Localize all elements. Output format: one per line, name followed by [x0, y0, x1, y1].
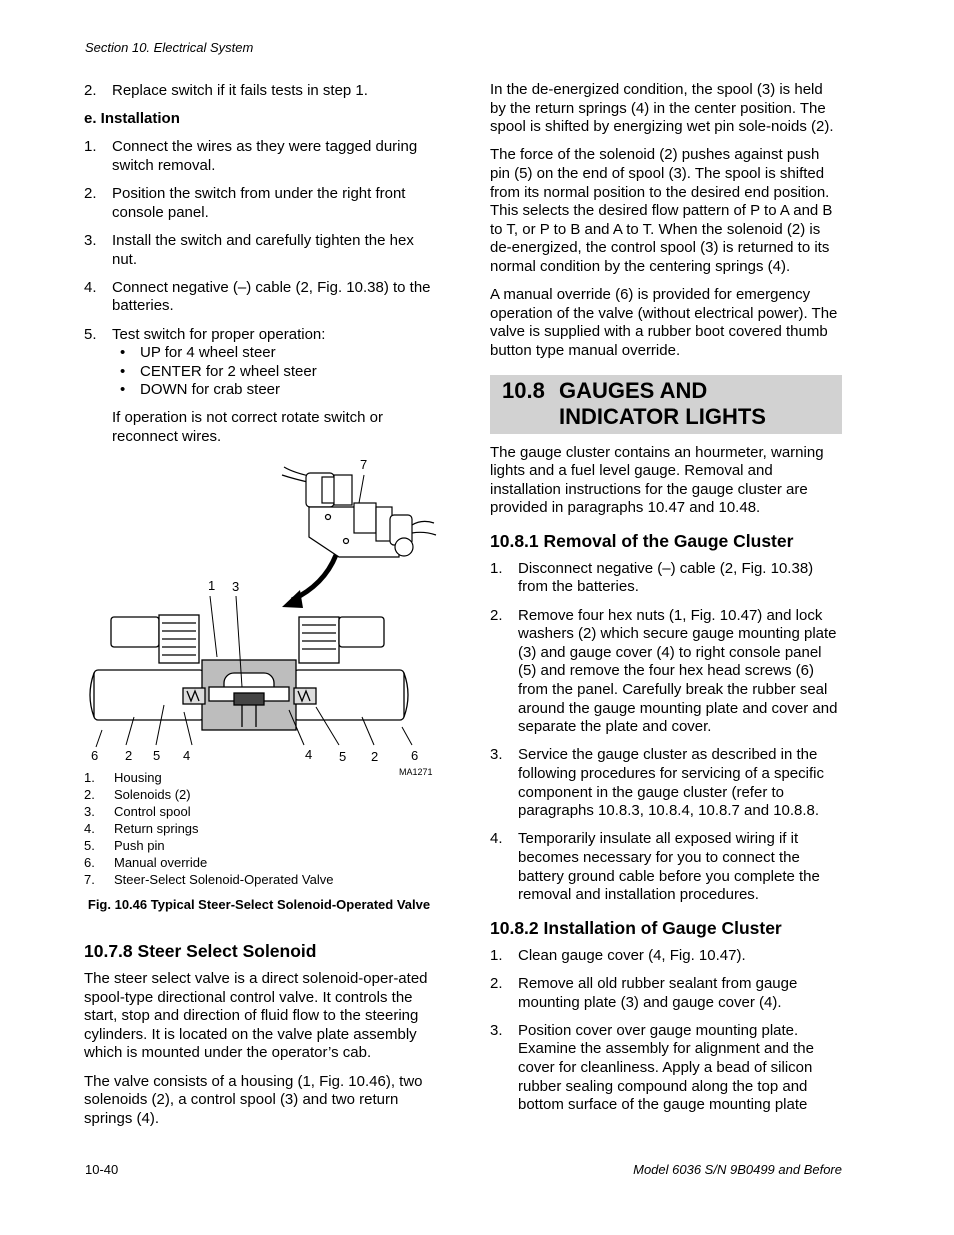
callout-label: 6	[411, 748, 419, 763]
paragraph: The force of the solenoid (2) pushes against push pin (5) on the end of spool (3). The spool is shifted from its normal position to the desired end position. This selects the desired flow pattern of P to A and B to T, or P to B and A to T. When the solenoid (2) is de-energized, the control spool (3) is returned to its normal condition by the centering springs (4).	[490, 146, 833, 275]
legend-item: 7. Steer-Select Solenoid-Operated Valve	[84, 872, 334, 887]
list-item: 2. Position the switch from under the right front console panel.	[84, 185, 406, 221]
valve-cross-section	[90, 615, 408, 730]
running-header: Section 10. Electrical System	[85, 40, 254, 55]
callout-label: 2	[125, 748, 133, 763]
list-item: 2. Remove four hex nuts (1, Fig. 10.47) and lock washers (2) which secure gauge mounting plate (3) and gauge cover (4) to right console panel (5) and remove the four hex head screws (6) from the panel. Carefully break the rubber seal around the gauge mounting plate and cover and separate the plate and cover.	[490, 606, 838, 736]
removal-steps	[490, 560, 842, 905]
list-item: 1. Disconnect negative (–) cable (2, Fig. 10.38) from the batteries.	[490, 559, 814, 596]
list-item: 2. Remove all old rubber sealant from gauge mounting plate (3) and gauge cover (4).	[490, 974, 798, 1011]
paragraph: The valve consists of a housing (1, Fig. 10.46), two solenoids (2), a control spool (3) and two return springs (4).	[84, 1072, 423, 1127]
paragraph: In the de-energized condition, the spool (3) is held by the return springs (4) in the center position. The spool is shifted by energizing wet pin sole-noids (2).	[490, 81, 834, 136]
callout-label: 4	[183, 748, 191, 763]
installation-steps	[84, 138, 434, 400]
bullet-list	[112, 344, 434, 400]
legend-item: 1. Housing	[84, 770, 162, 785]
callout-label: 5	[153, 748, 161, 763]
legend-item: 5. Push pin	[84, 838, 165, 853]
list-item: 1. Clean gauge cover (4, Fig. 10.47).	[490, 946, 746, 964]
section-1078	[84, 936, 434, 1138]
callout-label: 2	[371, 749, 379, 764]
left-column	[84, 82, 434, 456]
section-heading: 10.7.8 Steer Select Solenoid	[84, 941, 317, 961]
list-item: 4. Temporarily insulate all exposed wiring if it becomes necessary for you to connect the battery ground cable before you complete the removal and installation procedures.	[490, 830, 820, 904]
callout-label: 7	[360, 457, 368, 472]
list-item: 3. Service the gauge cluster as described in the following procedures for servicing of a specific component in the gauge cluster (refer to paragraphs 10.8.3, 10.8.4, 10.8.7 and 10.8.8.	[490, 746, 824, 820]
step-list-top	[84, 82, 434, 101]
callout-label: 5	[339, 749, 347, 764]
figure-caption: Fig. 10.46 Typical Steer-Select Solenoid-Operated Valve	[87, 897, 431, 912]
legend-item: 2. Solenoids (2)	[84, 787, 191, 802]
paragraph: A manual override (6) is provided for emergency operation of the valve (without electrical power). The valve is supplied with a rubber boot covered thumb button type manual override.	[490, 286, 838, 359]
bullet-item: • CENTER for 2 wheel steer	[112, 363, 434, 382]
bullet-item: • UP for 4 wheel steer	[112, 344, 434, 363]
legend-item: 3. Control spool	[84, 804, 191, 819]
valve-figure	[84, 455, 439, 785]
paragraph: The gauge cluster contains an hourmeter, warning lights and a fuel level gauge. Removal and installation instructions for the gauge cluster are provided in paragraphs 10.47 and 10.48.	[490, 443, 824, 517]
section-title-banner	[490, 375, 842, 434]
list-item: 3. Install the switch and carefully tighten the hex nut.	[84, 231, 414, 268]
model-footer: Model 6036 S/N 9B0499 and Before	[633, 1162, 842, 1177]
bullet-item: • DOWN for crab steer	[112, 381, 434, 400]
callout-label: 3	[232, 579, 240, 594]
callout-label: 6	[91, 748, 99, 763]
list-item: 2. Replace switch if it fails tests in step 1.	[84, 82, 368, 99]
figure-legend	[84, 769, 333, 888]
right-column	[490, 81, 842, 1124]
callout-label: 4	[305, 747, 313, 762]
note-text: If operation is not correct rotate switch or reconnect wires.	[112, 409, 383, 446]
section-number: 10.8	[502, 377, 545, 403]
list-item: 3. Position cover over gauge mounting plate. Examine the assembly for alignment and the cover for cleanliness. Apply a bead of silicon rubber sealing compound along the top and bottom surface of the gauge mounting plate	[490, 1021, 814, 1114]
legend-item: 4. Return springs	[84, 821, 199, 836]
section-title: GAUGES AND INDICATOR LIGHTS	[559, 377, 766, 429]
figure-code: MA1271	[399, 767, 433, 777]
page-number: 10-40	[85, 1162, 119, 1177]
section-heading: 10.8.1 Removal of the Gauge Cluster	[490, 530, 794, 551]
list-item: 5. Test switch for proper operation: • UP for 4 wheel steer • CENTER for 2 wheel steer • DOWN for crab steer	[84, 326, 434, 400]
curved-arrow	[282, 555, 336, 608]
valve-3d-illustration	[282, 467, 436, 557]
section-heading: 10.8.2 Installation of Gauge Cluster	[490, 917, 782, 938]
installation-cluster-steps	[490, 947, 842, 1115]
list-item: 4. Connect negative (–) cable (2, Fig. 10.38) to the batteries.	[84, 278, 431, 315]
installation-heading: e. Installation	[84, 110, 180, 128]
legend-item: 6. Manual override	[84, 855, 208, 870]
paragraph: The steer select valve is a direct solenoid-oper-ated spool-type directional control valve. It controls the start, stop and direction of fluid flow to the steering cylinders. It is located on the valve plate assembly which is mounted under the operator’s cab.	[84, 970, 428, 1062]
list-item: 1. Connect the wires as they were tagged during switch removal.	[84, 138, 418, 174]
callout-label: 1	[208, 578, 216, 593]
